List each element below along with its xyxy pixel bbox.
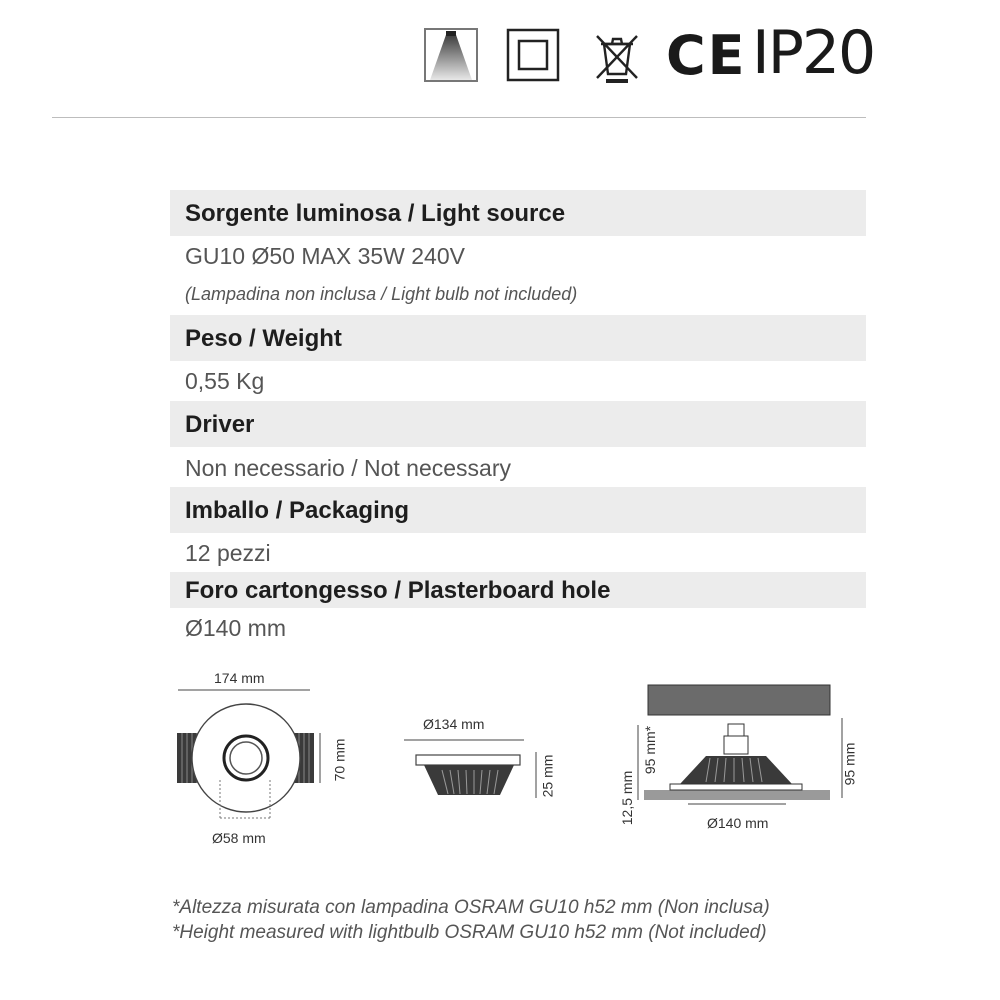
top-divider [52,117,866,118]
dimension-inner-diameter: Ø58 mm [212,830,266,846]
footnote-english: *Height measured with lightbulb OSRAM GU10 h52 mm (Not included) [172,922,767,943]
spec-value-light-source: GU10 Ø50 MAX 35W 240V [185,243,465,269]
spec-value-driver: Non necessario / Not necessary [185,455,511,481]
spec-header-label: Peso / Weight [185,325,342,352]
dimension-width: 174 mm [214,670,265,686]
spec-header-label: Imballo / Packaging [185,497,410,524]
weee-bin-icon [592,30,642,84]
ce-mark: CE [666,24,747,87]
spec-header-label: Foro cartongesso / Plasterboard hole [185,577,611,604]
side-view-drawing [402,730,552,810]
spec-header-driver [170,401,866,447]
beam-angle-icon [424,28,478,82]
dimension-install-height-star: 95 mm* [642,725,659,775]
dimension-install-plaster: 12,5 mm [619,770,636,826]
dimension-install-height: 95 mm [841,742,858,786]
spec-header-light-source [170,190,866,236]
spec-header-hole [170,572,866,608]
ip-rating: IP20 [752,18,875,88]
class-ii-icon [506,28,560,82]
dimension-side-height: 25 mm [539,754,556,798]
top-view-drawing [170,660,330,850]
spec-header-packaging [170,487,866,533]
dimension-side-diameter: Ø134 mm [423,716,485,732]
spec-value-hole: Ø140 mm [185,615,286,641]
spec-header-label: Driver [185,411,255,438]
spec-value-packaging: 12 pezzi [185,540,271,566]
spec-value-weight: 0,55 Kg [185,368,265,394]
dimension-height: 70 mm [331,738,348,782]
spec-header-weight [170,315,866,361]
footnote-italian: *Altezza misurata con lampadina OSRAM GU10 h52 mm (Non inclusa) [172,897,770,918]
spec-header-label: Sorgente luminosa / Light source [185,200,566,227]
dimension-install-hole: Ø140 mm [707,815,769,831]
spec-note-light-source: (Lampadina non inclusa / Light bulb not included) [185,284,578,304]
